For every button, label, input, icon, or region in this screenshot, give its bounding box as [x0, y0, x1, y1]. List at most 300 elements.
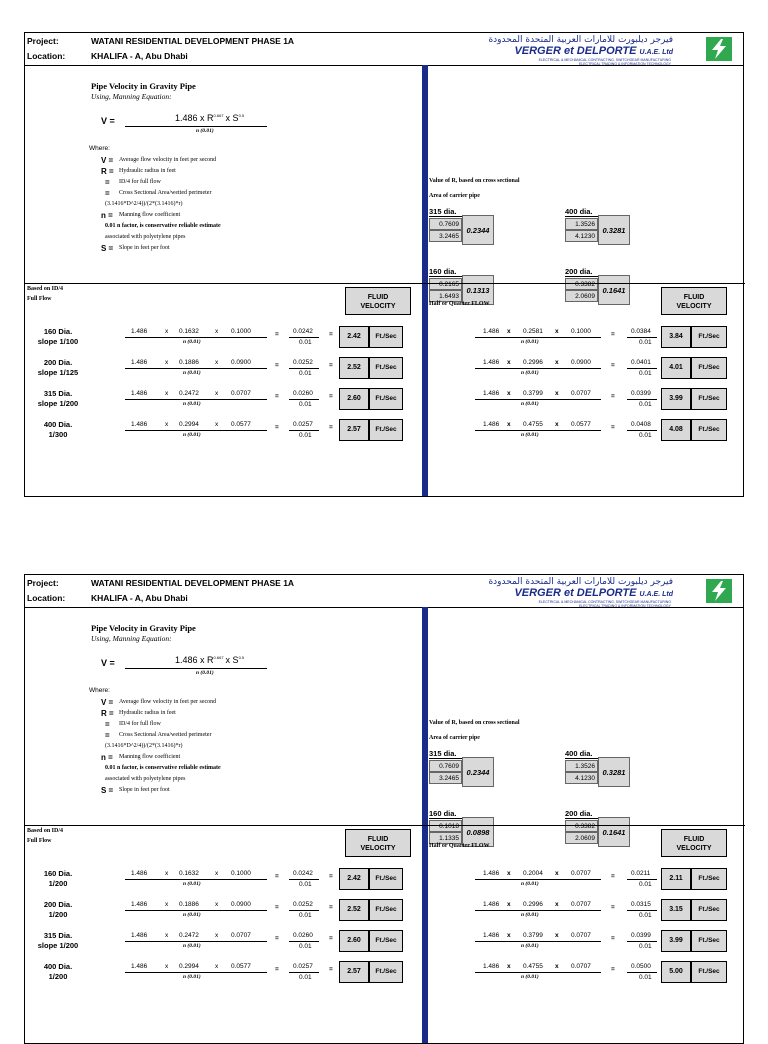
velocity-unit-box: Ft./Sec — [691, 388, 727, 410]
def-text: ID/4 for full flow — [119, 179, 161, 185]
equals-sign: = — [329, 904, 333, 911]
velocity-value-box: 3.99 — [661, 930, 691, 952]
mult-sign: x — [165, 932, 169, 939]
fraction-line — [627, 337, 657, 338]
numerator-result: 0.0252 — [293, 901, 313, 908]
equals-sign: = — [329, 424, 333, 431]
r-area-value: 0.3382 — [565, 278, 598, 290]
slope-value: 0.0577 — [571, 421, 591, 428]
fraction-line — [125, 941, 267, 942]
fraction-line — [627, 399, 657, 400]
equation-v: V = — [101, 116, 115, 126]
fraction-line — [627, 879, 657, 880]
r-perimeter-value: 2.0609 — [565, 832, 598, 844]
r-box-diameter: 160 dia. — [429, 267, 462, 277]
numerator-result: 0.0260 — [293, 932, 313, 939]
r-value: 0.1632 — [179, 328, 199, 335]
def-symbol: R = — [101, 709, 114, 718]
mult-sign: x — [507, 359, 511, 366]
n-value: 0.01 — [639, 881, 652, 888]
r-value: 0.2581 — [523, 328, 543, 335]
mult-sign: x — [215, 870, 219, 877]
slope-value: 0.0577 — [231, 421, 251, 428]
def-text: Hydraulic radius in feet — [119, 710, 176, 716]
def-text: Manning flow coefficient — [119, 754, 181, 760]
row-pipe-label: 315 Dia. — [43, 931, 73, 940]
def-text: (3.1416*D^2/4))/(2*(3.1416)*r) — [105, 743, 183, 749]
company-tagline-2: ELECTRICAL TRADING & INFORMATION TECHNOLOGY — [578, 604, 671, 608]
velocity-value-box: 2.60 — [339, 930, 369, 952]
left-table-head-1: Based on ID/4 — [27, 828, 64, 834]
n-value: 0.01 — [299, 339, 312, 346]
velocity-label-1: FLUID — [367, 294, 389, 301]
r-area-value: 0.1018 — [429, 820, 462, 832]
n-value: 0.01 — [639, 912, 652, 919]
numerator-result: 0.0257 — [293, 421, 313, 428]
r-value: 0.1632 — [179, 870, 199, 877]
company-tagline-1: ELECTRICAL & MECHANICAL CONTRACTING, SWITCHGEAR MANUFACTURING — [538, 58, 671, 62]
equation-v: V = — [101, 658, 115, 668]
n-value: 0.01 — [639, 432, 652, 439]
equals-sign: = — [611, 362, 615, 369]
equals-sign: = — [611, 904, 615, 911]
fraction-line — [289, 430, 319, 431]
n-value: 0.01 — [299, 401, 312, 408]
equals-sign: = — [329, 873, 333, 880]
mult-sign: x — [507, 870, 511, 877]
slope-value: 0.0707 — [231, 390, 251, 397]
def-text: 0.01 n factor, is conservative reliable estimate — [105, 223, 221, 229]
fraction-line — [475, 972, 601, 973]
row-slope-label: slope 1/200 — [37, 941, 79, 950]
fraction-line — [289, 337, 319, 338]
mult-sign: x — [507, 421, 511, 428]
mult-sign: x — [215, 901, 219, 908]
n-denominator: n (0.01) — [183, 432, 201, 438]
velocity-value-box: 2.57 — [339, 961, 369, 983]
const-value: 1.486 — [131, 390, 148, 397]
mult-sign: x — [215, 390, 219, 397]
eq-mid-text: x S — [225, 655, 239, 665]
sheet-header — [25, 33, 743, 66]
const-value: 1.486 — [131, 901, 148, 908]
row-pipe-label: 200 Dia. — [43, 900, 73, 909]
slope-value: 0.0707 — [571, 390, 591, 397]
fraction-line — [475, 941, 601, 942]
n-denominator: n (0.01) — [183, 401, 201, 407]
r-area-value: 0.7609 — [429, 218, 462, 230]
mult-sign: x — [165, 421, 169, 428]
const-value: 1.486 — [483, 870, 500, 877]
location-name: KHALIFA - A, Abu Dhabi — [91, 51, 188, 61]
def-text: Cross Sectional Area/wetted perimeter — [119, 190, 212, 196]
velocity-label-1: FLUID — [367, 836, 389, 843]
equals-sign: = — [275, 966, 279, 973]
r-section-title: Value of R, based on cross sectional — [429, 720, 520, 726]
equation-line — [125, 668, 267, 669]
r-value: 0.2472 — [179, 932, 199, 939]
equals-sign: = — [611, 331, 615, 338]
slope-value: 0.0900 — [571, 359, 591, 366]
def-text: Slope in feet per foot — [119, 787, 170, 793]
left-table-head-2: Full Flow — [27, 296, 52, 302]
fraction-line — [475, 399, 601, 400]
velocity-unit-box: Ft./Sec — [369, 868, 403, 890]
row-pipe-label: 200 Dia. — [43, 358, 73, 367]
mult-sign: x — [507, 963, 511, 970]
slope-value: 0.0707 — [571, 901, 591, 908]
numerator-result: 0.0401 — [631, 359, 651, 366]
method-subtitle: Using, Manning Equation: — [91, 634, 172, 643]
r-section-subtitle: Area of carrier pipe — [429, 735, 480, 741]
company-logo-icon — [705, 36, 733, 62]
const-value: 1.486 — [483, 359, 500, 366]
velocity-unit-box: Ft./Sec — [691, 357, 727, 379]
n-value: 0.01 — [299, 912, 312, 919]
row-slope-label: 1/300 — [48, 430, 68, 439]
project-name: WATANI RESIDENTIAL DEVELOPMENT PHASE 1A — [91, 36, 295, 46]
r-value: 0.2994 — [179, 963, 199, 970]
slope-value: 0.0577 — [231, 963, 251, 970]
r-box-diameter: 315 dia. — [429, 749, 462, 759]
def-text: associated with polyetylene pipes — [105, 776, 186, 782]
row-pipe-label: 400 Dia. — [43, 962, 73, 971]
velocity-value-box: 2.60 — [339, 388, 369, 410]
mult-sign: x — [165, 963, 169, 970]
def-symbol: = — [105, 178, 110, 187]
n-denominator: n (0.01) — [521, 432, 539, 438]
r-perimeter-value: 4.1230 — [565, 230, 598, 242]
def-symbol: n = — [101, 753, 113, 762]
r-box-diameter: 400 dia. — [565, 749, 598, 759]
const-value: 1.486 — [131, 328, 148, 335]
mult-sign: x — [555, 359, 559, 366]
const-value: 1.486 — [131, 359, 148, 366]
section-divider — [422, 65, 428, 496]
const-value: 1.486 — [483, 901, 500, 908]
company-tagline-1: ELECTRICAL & MECHANICAL CONTRACTING, SWITCHGEAR MANUFACTURING — [538, 600, 671, 604]
velocity-unit-box: Ft./Sec — [369, 388, 403, 410]
def-text: (3.1416*D^2/4))/(2*(3.1416)*r) — [105, 201, 183, 207]
mult-sign: x — [555, 963, 559, 970]
numerator-result: 0.0242 — [293, 328, 313, 335]
r-value: 0.2994 — [179, 421, 199, 428]
def-symbol: = — [105, 731, 110, 740]
n-denominator: n (0.01) — [521, 881, 539, 887]
company-suffix: U.A.E. Ltd — [639, 591, 673, 598]
velocity-value-box: 2.52 — [339, 357, 369, 379]
def-text: Manning flow coefficient — [119, 212, 181, 218]
velocity-label-2: VELOCITY — [676, 303, 712, 310]
mult-sign: x — [215, 421, 219, 428]
velocity-unit-box: Ft./Sec — [691, 419, 727, 441]
slope-value: 0.1000 — [231, 328, 251, 335]
fraction-line — [289, 399, 319, 400]
company-tagline — [511, 58, 671, 66]
location-name: KHALIFA - A, Abu Dhabi — [91, 593, 188, 603]
numerator-result: 0.0252 — [293, 359, 313, 366]
fluid-velocity-header-left — [345, 829, 411, 857]
r-hydraulic-radius: 0.1313 — [462, 275, 494, 305]
n-value: 0.01 — [639, 401, 652, 408]
def-symbol: V = — [101, 698, 114, 707]
mult-sign: x — [165, 390, 169, 397]
def-text: Average flow velocity in feet per second — [119, 699, 217, 705]
fraction-line — [627, 368, 657, 369]
equals-sign: = — [275, 331, 279, 338]
fraction-line — [125, 972, 267, 973]
mult-sign: x — [555, 901, 559, 908]
r-box-diameter: 160 dia. — [429, 809, 462, 819]
slope-value: 0.0707 — [231, 932, 251, 939]
eq-num-text: 1.486 x R — [175, 655, 214, 665]
equals-sign: = — [329, 362, 333, 369]
n-denominator: n (0.01) — [183, 370, 201, 376]
r-area-value: 0.7609 — [429, 760, 462, 772]
fraction-line — [627, 941, 657, 942]
velocity-value-box: 3.99 — [661, 388, 691, 410]
r-area-value: 1.3526 — [565, 760, 598, 772]
slope-value: 0.0707 — [571, 932, 591, 939]
slope-value: 0.1000 — [231, 870, 251, 877]
where-label: Where: — [89, 687, 110, 694]
r-value: 0.4755 — [523, 963, 543, 970]
eq-exp-s: 0.5 — [238, 113, 245, 118]
mult-sign: x — [215, 359, 219, 366]
method-title: Pipe Velocity in Gravity Pipe — [91, 623, 196, 633]
velocity-unit-box: Ft./Sec — [691, 961, 727, 983]
r-value: 0.1886 — [179, 359, 199, 366]
calc-sheet-1 — [24, 32, 744, 497]
company-name: VERGER et DELPORTE — [514, 587, 637, 599]
where-label: Where: — [89, 145, 110, 152]
table-separator — [25, 283, 745, 284]
mult-sign: x — [215, 932, 219, 939]
velocity-unit-box: Ft./Sec — [691, 868, 727, 890]
def-text: Hydraulic radius in feet — [119, 168, 176, 174]
row-slope-label: 1/200 — [48, 879, 68, 888]
equals-sign: = — [329, 966, 333, 973]
r-perimeter-value: 3.2465 — [429, 230, 462, 242]
fraction-line — [125, 399, 267, 400]
n-denominator: n (0.01) — [521, 370, 539, 376]
fraction-line — [475, 430, 601, 431]
r-perimeter-value: 1.1335 — [429, 832, 462, 844]
r-value: 0.2996 — [523, 359, 543, 366]
slope-value: 0.0707 — [571, 963, 591, 970]
eq-num-text: 1.486 x R — [175, 113, 214, 123]
velocity-label-2: VELOCITY — [360, 845, 396, 852]
slope-value: 0.0900 — [231, 359, 251, 366]
project-name: WATANI RESIDENTIAL DEVELOPMENT PHASE 1A — [91, 578, 295, 588]
n-denominator: n (0.01) — [521, 401, 539, 407]
mult-sign: x — [507, 932, 511, 939]
r-value: 0.2996 — [523, 901, 543, 908]
const-value: 1.486 — [483, 421, 500, 428]
velocity-value-box: 3.84 — [661, 326, 691, 348]
r-box-diameter: 315 dia. — [429, 207, 462, 217]
velocity-unit-box: Ft./Sec — [691, 899, 727, 921]
mult-sign: x — [555, 870, 559, 877]
const-value: 1.486 — [131, 421, 148, 428]
equals-sign: = — [611, 393, 615, 400]
project-label: Project: — [27, 578, 59, 588]
mult-sign: x — [507, 390, 511, 397]
equals-sign: = — [275, 393, 279, 400]
r-hydraulic-radius: 0.2344 — [462, 215, 494, 245]
left-table-head-1: Based on ID/4 — [27, 286, 64, 292]
equals-sign: = — [275, 935, 279, 942]
fraction-line — [289, 941, 319, 942]
company-name: VERGER et DELPORTE — [514, 45, 637, 57]
const-value: 1.486 — [483, 932, 500, 939]
r-hydraulic-radius: 0.3281 — [598, 215, 630, 245]
r-box-diameter: 200 dia. — [565, 267, 598, 277]
mult-sign: x — [165, 359, 169, 366]
def-symbol: S = — [101, 244, 114, 253]
n-denominator: n (0.01) — [183, 974, 201, 980]
velocity-value-box: 4.08 — [661, 419, 691, 441]
fraction-line — [475, 368, 601, 369]
velocity-value-box: 2.57 — [339, 419, 369, 441]
numerator-result: 0.0384 — [631, 328, 651, 335]
numerator-result: 0.0242 — [293, 870, 313, 877]
n-denominator: n (0.01) — [183, 881, 201, 887]
def-text: Cross Sectional Area/wetted perimeter — [119, 732, 212, 738]
fraction-line — [475, 337, 601, 338]
project-label: Project: — [27, 36, 59, 46]
def-symbol: S = — [101, 786, 114, 795]
company-tagline — [511, 600, 671, 608]
company-name-arabic: فيرجر ديلبورت للامارات العربية المتحدة المحدودة — [488, 577, 673, 587]
numerator-result: 0.0257 — [293, 963, 313, 970]
equals-sign: = — [611, 873, 615, 880]
velocity-value-box: 5.00 — [661, 961, 691, 983]
n-value: 0.01 — [299, 974, 312, 981]
numerator-result: 0.0408 — [631, 421, 651, 428]
velocity-unit-box: Ft./Sec — [369, 357, 403, 379]
row-pipe-label: 315 Dia. — [43, 389, 73, 398]
velocity-label-1: FLUID — [683, 836, 705, 843]
equation-denominator: n (0.01) — [196, 128, 214, 134]
n-denominator: n (0.01) — [183, 943, 201, 949]
equals-sign: = — [611, 424, 615, 431]
numerator-result: 0.0500 — [631, 963, 651, 970]
velocity-unit-box: Ft./Sec — [369, 930, 403, 952]
r-value: 0.3799 — [523, 932, 543, 939]
r-box-diameter: 400 dia. — [565, 207, 598, 217]
row-pipe-label: 400 Dia. — [43, 420, 73, 429]
fluid-velocity-header-right — [661, 829, 727, 857]
mult-sign: x — [555, 421, 559, 428]
r-value: 0.3799 — [523, 390, 543, 397]
mult-sign: x — [165, 870, 169, 877]
calc-sheet-2 — [24, 574, 744, 1044]
numerator-result: 0.0399 — [631, 932, 651, 939]
r-perimeter-value: 1.6493 — [429, 290, 462, 302]
n-value: 0.01 — [639, 974, 652, 981]
location-label: Location: — [27, 51, 66, 61]
const-value: 1.486 — [483, 390, 500, 397]
eq-exp-r: 0.667 — [213, 113, 224, 118]
r-hydraulic-radius: 0.2344 — [462, 757, 494, 787]
equation-line — [125, 126, 267, 127]
mult-sign: x — [555, 390, 559, 397]
r-value: 0.4755 — [523, 421, 543, 428]
fraction-line — [475, 910, 601, 911]
r-section-title: Value of R, based on cross sectional — [429, 178, 520, 184]
r-hydraulic-radius: 0.0898 — [462, 817, 494, 847]
n-value: 0.01 — [299, 943, 312, 950]
equals-sign: = — [329, 935, 333, 942]
numerator-result: 0.0399 — [631, 390, 651, 397]
right-table-head: Half or Quarter FLOW — [429, 843, 490, 849]
const-value: 1.486 — [483, 963, 500, 970]
n-denominator: n (0.01) — [521, 339, 539, 345]
n-denominator: n (0.01) — [521, 943, 539, 949]
velocity-value-box: 4.01 — [661, 357, 691, 379]
velocity-unit-box: Ft./Sec — [369, 326, 403, 348]
const-value: 1.486 — [131, 963, 148, 970]
fraction-line — [289, 910, 319, 911]
row-slope-label: slope 1/200 — [37, 399, 79, 408]
row-slope-label: slope 1/125 — [37, 368, 79, 377]
equals-sign: = — [275, 424, 279, 431]
equals-sign: = — [611, 935, 615, 942]
fluid-velocity-header-left — [345, 287, 411, 315]
equals-sign: = — [275, 904, 279, 911]
mult-sign: x — [555, 328, 559, 335]
company-tagline-2: ELECTRICAL TRADING & INFORMATION TECHNOLOGY — [578, 62, 671, 66]
def-symbol: V = — [101, 156, 114, 165]
sheet-header — [25, 575, 743, 608]
mult-sign: x — [507, 901, 511, 908]
r-perimeter-value: 4.1230 — [565, 772, 598, 784]
numerator-result: 0.0260 — [293, 390, 313, 397]
def-text: Slope in feet per foot — [119, 245, 170, 251]
r-value: 0.2472 — [179, 390, 199, 397]
mult-sign: x — [555, 932, 559, 939]
fraction-line — [627, 430, 657, 431]
r-area-value: 0.3382 — [565, 820, 598, 832]
company-logo-icon — [705, 578, 733, 604]
fraction-line — [289, 368, 319, 369]
equation-numerator — [175, 113, 244, 123]
n-value: 0.01 — [299, 432, 312, 439]
fraction-line — [125, 368, 267, 369]
velocity-unit-box: Ft./Sec — [691, 930, 727, 952]
company-name-arabic: فيرجر ديلبورت للامارات العربية المتحدة المحدودة — [488, 35, 673, 45]
right-table-head: Half or Quarter FLOW — [429, 301, 490, 307]
row-slope-label: 1/200 — [48, 972, 68, 981]
n-value: 0.01 — [639, 339, 652, 346]
company-logo-text — [514, 45, 673, 57]
def-text: ID/4 for full flow — [119, 721, 161, 727]
r-area-value: 1.3526 — [565, 218, 598, 230]
company-logo-text — [514, 587, 673, 599]
def-symbol: = — [105, 720, 110, 729]
equals-sign: = — [611, 966, 615, 973]
fraction-line — [289, 972, 319, 973]
location-label: Location: — [27, 593, 66, 603]
eq-exp-r: 0.667 — [213, 655, 224, 660]
equals-sign: = — [275, 873, 279, 880]
mult-sign: x — [165, 901, 169, 908]
const-value: 1.486 — [483, 328, 500, 335]
velocity-label-2: VELOCITY — [360, 303, 396, 310]
eq-mid-text: x S — [225, 113, 239, 123]
def-symbol: = — [105, 189, 110, 198]
